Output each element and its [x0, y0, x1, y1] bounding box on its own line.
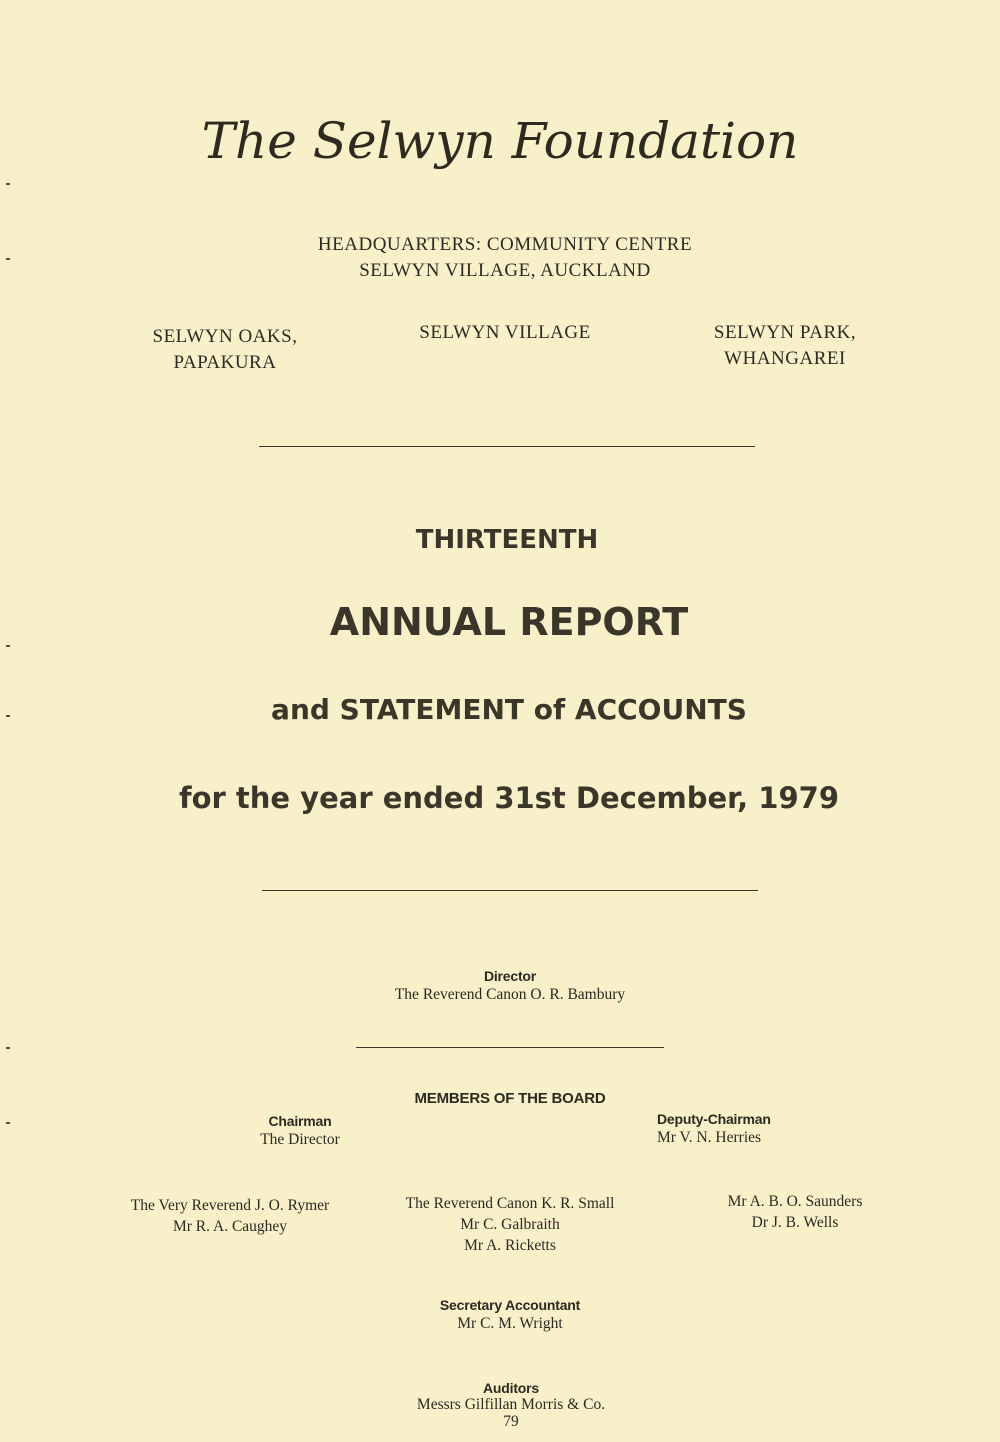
headquarters-line-1: HEADQUARTERS: COMMUNITY CENTRE: [317, 234, 693, 255]
deputy-name: Mr V. N. Herries: [657, 1129, 762, 1146]
report-period: for the year ended 31st December, 1979: [178, 781, 840, 815]
location-line: PAPAKURA: [173, 352, 277, 373]
board-column-1: [100, 1195, 360, 1237]
secretary-label: Secretary Accountant: [439, 1297, 581, 1313]
location-selwyn-park: [670, 320, 900, 372]
board-heading: MEMBERS OF THE BOARD: [414, 1090, 606, 1107]
board-member: The Very Reverend J. O. Rymer: [130, 1197, 330, 1214]
location-selwyn-oaks: [110, 324, 340, 376]
chairman-label: Chairman: [268, 1113, 332, 1129]
director-label: Director: [483, 968, 537, 984]
auditors-section: [0, 1380, 1000, 1430]
auditors-name: Messrs Gilfillan Morris & Co.: [416, 1396, 606, 1413]
secretary-section: [0, 1297, 1000, 1334]
secretary-name: Mr C. M. Wright: [457, 1315, 563, 1332]
divider: [356, 1047, 664, 1048]
board-member: Dr J. B. Wells: [751, 1214, 839, 1231]
deputy-label: Deputy-Chairman: [657, 1111, 771, 1127]
divider: [259, 446, 755, 447]
scan-mark: [6, 715, 10, 717]
director-section: [0, 968, 1000, 1005]
scan-mark: [6, 258, 10, 260]
board-member: Mr A. Ricketts: [464, 1237, 556, 1254]
scan-mark: [6, 183, 10, 185]
director-name: The Reverend Canon O. R. Bambury: [394, 986, 626, 1003]
report-title: ANNUAL REPORT: [329, 600, 689, 644]
headquarters-line-2: SELWYN VILLAGE, AUCKLAND: [359, 260, 651, 281]
scan-mark: [6, 1047, 10, 1049]
report-subtitle: and STATEMENT of ACCOUNTS: [271, 693, 747, 726]
foundation-title: The Selwyn Foundation: [201, 112, 799, 170]
board-column-2: [375, 1193, 645, 1256]
location-line: WHANGAREI: [724, 348, 846, 369]
board-member: Mr A. B. O. Saunders: [727, 1193, 863, 1210]
auditors-label: Auditors: [483, 1380, 539, 1396]
location-selwyn-village: [390, 320, 620, 346]
location-line: SELWYN OAKS,: [152, 326, 298, 347]
page-number: 79: [503, 1413, 519, 1430]
report-ordinal: THIRTEENTH: [415, 525, 599, 555]
scan-mark: [6, 1122, 10, 1124]
location-line: SELWYN VILLAGE: [419, 322, 591, 343]
headquarters-address: [0, 232, 1000, 284]
scan-mark: [6, 645, 10, 647]
board-member: Mr R. A. Caughey: [172, 1218, 288, 1235]
divider: [262, 890, 758, 891]
board-member: Mr C. Galbraith: [460, 1216, 560, 1233]
deputy-chairman-section: [657, 1111, 877, 1148]
chairman-section: [200, 1113, 400, 1150]
board-member: The Reverend Canon K. R. Small: [405, 1195, 615, 1212]
chairman-name: The Director: [260, 1131, 340, 1148]
location-line: SELWYN PARK,: [713, 322, 857, 343]
board-column-3: [680, 1191, 910, 1233]
